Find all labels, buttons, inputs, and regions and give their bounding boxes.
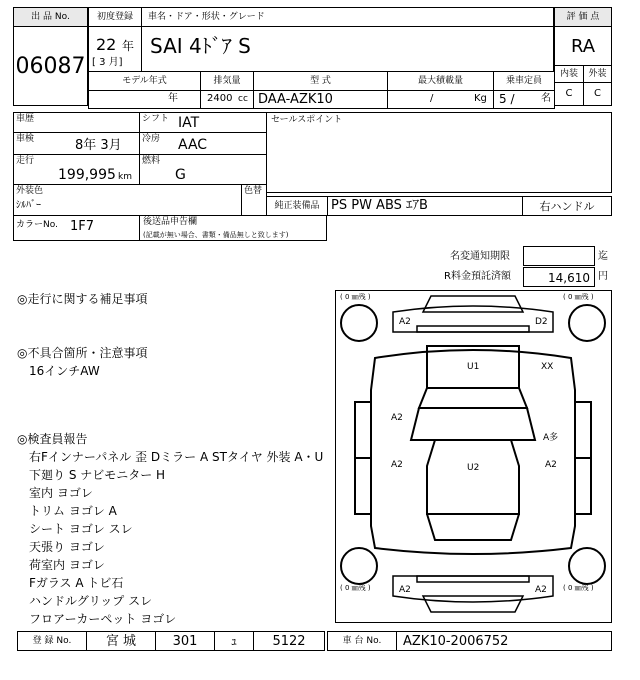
max-load-unit: Kg [474,93,487,104]
inspector-line: 荷室内 ヨゴレ [29,558,105,572]
inspector-line: シート ヨゴレ スレ [29,522,133,536]
color-box [13,184,242,216]
damage-mark: A2 [535,585,547,595]
damage-mark: U1 [467,362,480,372]
model-type-value: DAA-AZK10 [258,92,333,107]
equipment-value: PS PW ABS ｴｱB [331,198,428,213]
car-title: SAI 4ﾄﾞｱ S [150,34,251,58]
damage-mark: A多 [543,433,559,443]
interior-grade: C [554,82,584,106]
color-value: ｼﾙﾊﾞｰ [16,200,41,211]
displacement-value: 2400 [207,93,233,104]
chassis-label: 車 台 No. [327,631,397,651]
capacity-value: 5 / [499,92,515,106]
capacity-unit: 名 [541,93,551,104]
damage-mark: D2 [535,317,548,327]
tire-tag-front-right: ( 0 ㎜残 ) [563,293,594,301]
ac-label: 冷房 [142,134,161,144]
defects-title: ◎不具合箇所・注意事項 [17,346,148,360]
grade-label: 評 価 点 [554,7,612,27]
tire-tag-rear-right: ( 0 ㎜残 ) [563,584,594,592]
inspector-line: ハンドルグリップ スレ [29,594,153,608]
name-change-value [523,246,595,266]
model-year-unit: 年 [168,93,178,104]
car-body-outline [355,346,591,554]
fuel-label: 燃料 [142,156,161,166]
inspection-value: 8年 3月 [75,138,122,153]
registration-area: 宮 城 [86,631,156,651]
first-registration-label: 初度登録 [88,7,142,27]
car-title-label: 車名・ドア・形状・グレード [141,7,554,27]
displacement-label: 排気量 [200,71,254,91]
documents-label: 後送品申告欄 [143,217,198,227]
inspector-line: 右Fインナーパネル 歪 Dミラー A STタイヤ 外装 A・U [29,450,324,464]
year-unit: 年 [122,39,135,53]
exterior-label: 外装 [583,65,612,83]
capacity-label: 乗車定員 [493,71,555,91]
interior-label: 内装 [554,65,584,83]
lot-number-label: 出 品 No. [13,7,88,27]
tire-tag-rear-left: ( 0 ㎜残 ) [340,584,371,592]
mileage-label: 走行 [16,156,35,166]
repaint-label: 色替 [244,186,263,196]
inspection-label: 車検 [16,134,35,144]
shift-value: IAT [178,115,200,131]
model-year-box [88,90,201,109]
lot-number-value: 06087 [13,26,88,106]
defects-line: 16インチAW [29,364,100,378]
name-change-unit: 迄 [598,251,608,262]
damage-mark: A2 [391,413,403,423]
damage-mark: XX [541,362,554,372]
equipment-label: 純正装備品 [266,196,328,216]
inspector-line: 下廻り S ナビモニター H [29,468,166,482]
model-type-label: 型 式 [253,71,388,91]
registration-label: 登 録 No. [17,631,87,651]
exterior-grade: C [583,82,612,106]
inspector-line: 室内 ヨゴレ [29,486,93,500]
inspector-line: 天張り ヨゴレ [29,540,105,554]
color-label: 外装色 [16,186,44,196]
rear-bumper [393,576,553,612]
defects-panel [17,344,327,380]
mileage-value: 199,995 [58,167,116,183]
name-change-label: 名変通知期限 [450,251,510,262]
recycle-value: 14,610 [523,267,595,287]
first-registration-year: 22 [96,35,117,54]
damage-mark: A2 [391,460,403,470]
max-load-value: / [430,93,434,104]
registration-number: 5122 [253,631,325,651]
mileage-unit: km [118,172,132,182]
first-registration-month: [ 3 月] [92,57,123,68]
inspector-title: ◎検査員報告 [17,432,88,446]
damage-mark: A2 [399,585,411,595]
front-bumper [393,296,553,332]
fuel-value: G [175,167,186,183]
grade-value: RA [554,26,612,66]
displacement-unit: cc [238,94,248,104]
steering-value: 右ハンドル [522,196,612,216]
registration-kana: ｭ [214,631,254,651]
history-label: 車歴 [16,114,35,124]
car-damage-diagram [335,290,612,623]
inspector-line: Fガラス A トビ石 [29,576,124,590]
notes-panel [17,290,327,308]
driving-notes-title: ◎走行に関する補足事項 [17,292,148,306]
color-number-value: 1F7 [70,219,95,234]
damage-mark: U2 [467,463,480,473]
damage-mark: A2 [545,460,557,470]
model-year-label: モデル年式 [88,71,201,91]
sales-points-label: セールスポイント [271,115,343,125]
damage-mark: A2 [399,317,411,327]
documents-note: (記載が無い場合、書類・備品無しと致します) [143,231,289,239]
recycle-label: R料金預託済額 [444,271,511,282]
max-load-label: 最大積載量 [387,71,494,91]
registration-class: 301 [155,631,215,651]
color-number-label: カラーNo. [16,220,58,230]
ac-value: AAC [178,137,208,153]
chassis-number: AZK10-2006752 [396,631,612,651]
inspector-panel [17,430,327,628]
shift-label: シフト [142,114,170,124]
recycle-unit: 円 [598,271,608,282]
inspector-line: フロアーカーペット ヨゴレ [29,612,177,626]
inspector-line: トリム ヨゴレ A [29,504,117,518]
tire-tag-front-left: ( 0 ㎜残 ) [340,293,371,301]
